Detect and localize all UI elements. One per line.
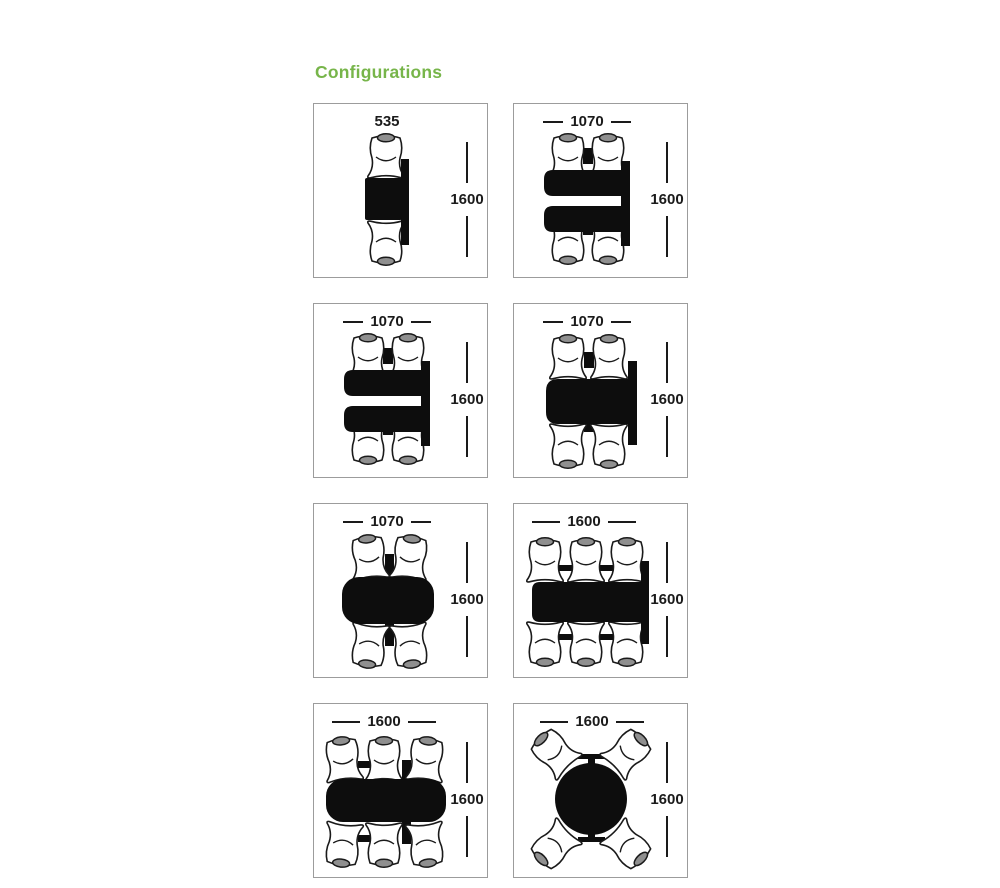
dimension-dash [332, 721, 360, 723]
chair [349, 533, 390, 581]
dimension-dash [611, 121, 631, 123]
table-top [555, 763, 627, 835]
dimension-dash [543, 121, 563, 123]
height-dimension-value: 1600 [650, 190, 684, 208]
table-top [344, 370, 424, 396]
dimension-line [666, 742, 668, 783]
dimension-line [466, 816, 468, 857]
dimension-line [466, 616, 468, 657]
dimension-dash [343, 321, 363, 323]
dimension-line [466, 742, 468, 783]
width-dimension-value: 1070 [570, 113, 604, 130]
dimension-line [466, 542, 468, 583]
dimension-line [466, 416, 468, 457]
width-dimension-value: 1070 [370, 313, 404, 330]
link-bar [358, 835, 370, 842]
height-dimension-value: 1600 [450, 590, 484, 608]
width-dimension [514, 114, 660, 129]
height-dimension [646, 135, 688, 263]
chair [366, 737, 402, 781]
dimension-line [666, 216, 668, 257]
link-bar [358, 761, 370, 768]
chair [323, 735, 364, 783]
height-dimension-value: 1600 [650, 590, 684, 608]
width-dimension [314, 714, 454, 729]
chair [550, 335, 586, 379]
width-dimension-value: 535 [374, 113, 400, 130]
width-dimension-value: 1600 [567, 513, 601, 530]
config-box-5 [313, 503, 488, 678]
table-top [326, 779, 446, 822]
page-title: Configurations [315, 62, 443, 82]
height-dimension [646, 735, 688, 863]
dimension-dash [540, 721, 568, 723]
dimension-dash [616, 721, 644, 723]
table-top [544, 206, 624, 232]
chair [368, 134, 404, 178]
connector [383, 348, 393, 364]
config-box-1 [313, 103, 488, 278]
width-dimension [514, 514, 654, 529]
height-dimension-value: 1600 [650, 390, 684, 408]
table-rail [421, 361, 430, 446]
chair [609, 538, 645, 582]
chair [349, 622, 390, 670]
chair [591, 424, 627, 468]
height-dimension [646, 535, 688, 663]
connector [583, 148, 593, 164]
width-dimension-value: 1070 [370, 513, 404, 530]
table-top [546, 379, 632, 424]
dimension-line [666, 416, 668, 457]
chair [527, 622, 563, 666]
chair [390, 622, 431, 670]
height-dimension [446, 135, 488, 263]
chair [591, 335, 627, 379]
height-dimension-value: 1600 [450, 790, 484, 808]
chair [568, 538, 604, 582]
table-rail [628, 361, 637, 445]
width-dimension [314, 314, 460, 329]
dimension-dash [611, 321, 631, 323]
dimension-line [666, 616, 668, 657]
table-top [344, 406, 424, 432]
dimension-dash [411, 521, 431, 523]
dimension-line [466, 216, 468, 257]
height-dimension [446, 535, 488, 663]
height-dimension-value: 1600 [650, 790, 684, 808]
chair [568, 622, 604, 666]
height-dimension-value: 1600 [450, 190, 484, 208]
chair [527, 538, 563, 582]
chair [366, 823, 402, 867]
dimension-dash [408, 721, 436, 723]
dimension-line [666, 816, 668, 857]
chair [550, 424, 586, 468]
table-top [532, 582, 645, 622]
dimension-dash [343, 521, 363, 523]
dimension-dash [411, 321, 431, 323]
chair [406, 821, 447, 869]
width-dimension-value: 1600 [367, 713, 401, 730]
table-top [342, 577, 434, 624]
table-rail [401, 159, 409, 245]
dimension-dash [608, 521, 636, 523]
width-dimension [314, 114, 460, 129]
table-top [365, 178, 402, 220]
height-dimension [646, 335, 688, 463]
chair [406, 735, 447, 783]
width-dimension-value: 1600 [575, 713, 609, 730]
height-dimension [446, 335, 488, 463]
dimension-line [666, 542, 668, 583]
width-dimension [514, 314, 660, 329]
width-dimension [314, 514, 460, 529]
dimension-line [666, 142, 668, 183]
dimension-dash [543, 321, 563, 323]
chair [323, 821, 364, 869]
table-top [544, 170, 624, 196]
config-box-8 [513, 703, 688, 878]
dimension-line [666, 342, 668, 383]
config-box-7 [313, 703, 488, 878]
width-dimension-value: 1070 [570, 313, 604, 330]
config-box-4 [513, 303, 688, 478]
connector [584, 352, 594, 368]
config-box-3 [313, 303, 488, 478]
table-rail [621, 161, 630, 246]
chair [368, 221, 404, 265]
config-box-6 [513, 503, 688, 678]
chair [390, 533, 431, 581]
height-dimension [446, 735, 488, 863]
config-box-2 [513, 103, 688, 278]
width-dimension [514, 714, 670, 729]
chair [609, 622, 645, 666]
height-dimension-value: 1600 [450, 390, 484, 408]
dimension-line [466, 142, 468, 183]
dimension-dash [532, 521, 560, 523]
dimension-line [466, 342, 468, 383]
